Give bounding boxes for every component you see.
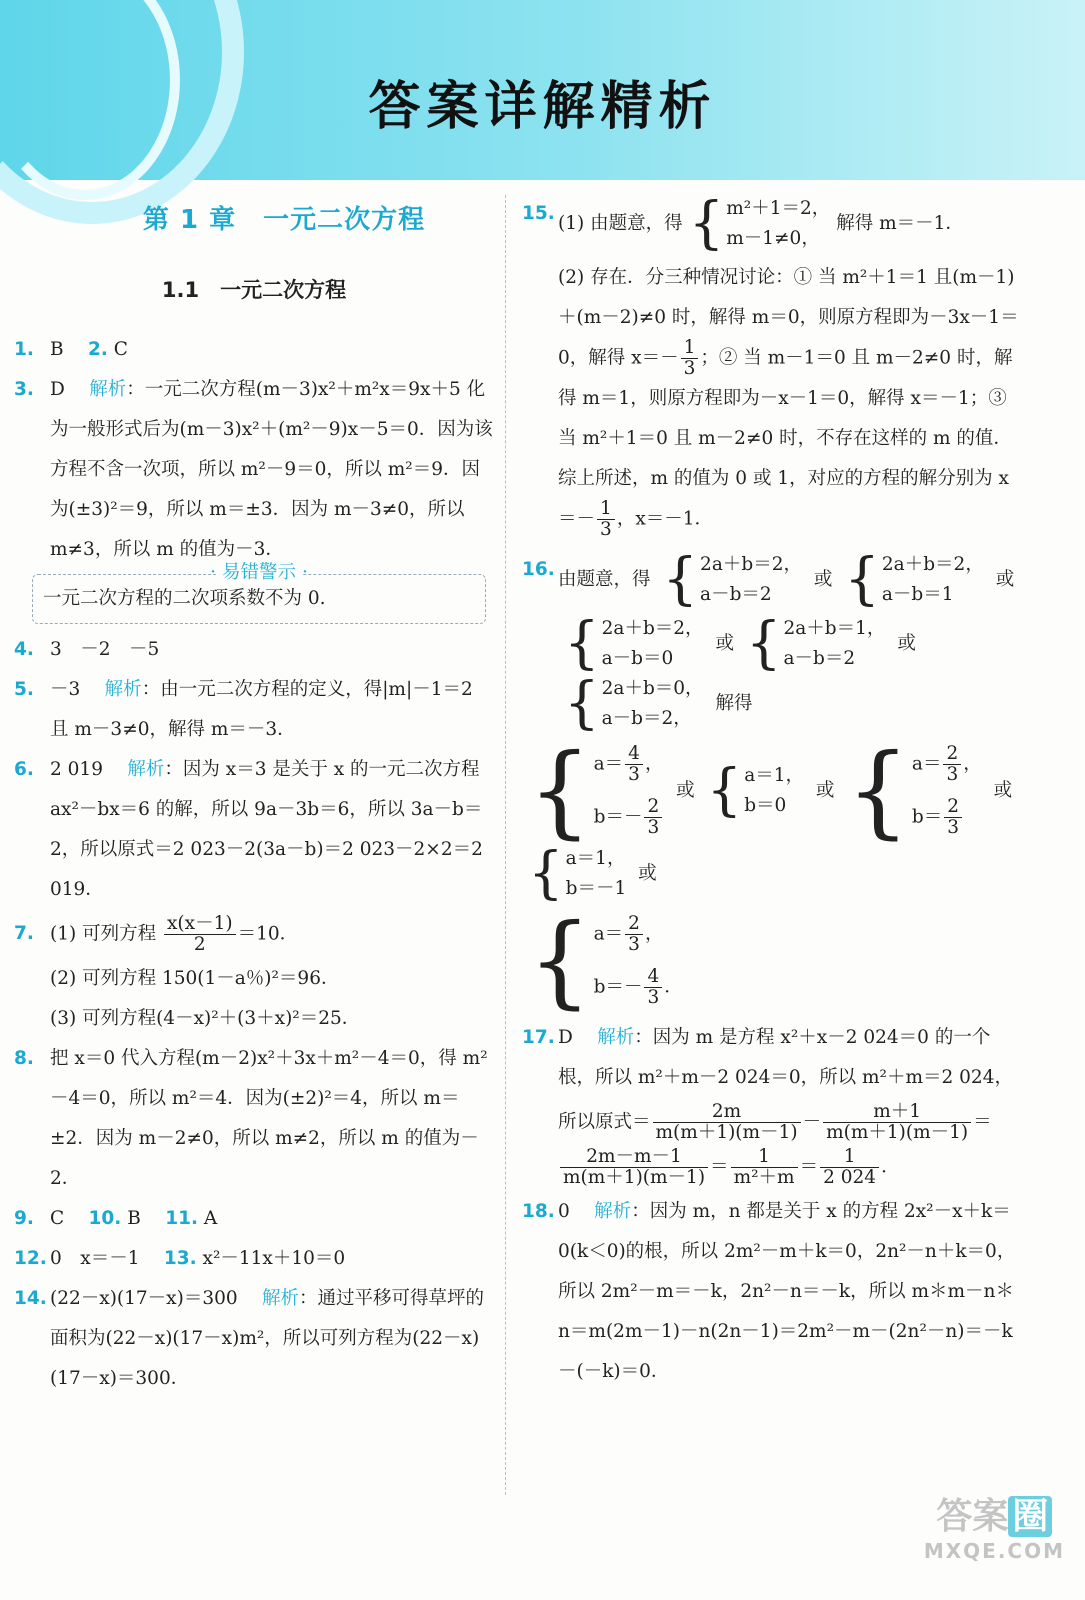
- equation-system: { 2a＋b＝2， a－b＝0: [564, 611, 704, 676]
- solution-system: { a＝ $\frac{4}{3}$ ， b＝－ $\frac{2}{3}$: [528, 732, 664, 849]
- right-column: [522, 190, 1022, 1392]
- question-14: 14. (22－x)(17－x)＝300 解析：通过平移可得草坪的面积为(22－x)(17－x)m²，所以可列方程为(22－x)(17－x)＝300．: [14, 1288, 485, 1389]
- page-title: 答案详解精析: [368, 77, 717, 137]
- section-title: 1.1 一元二次方程: [161, 278, 347, 302]
- analysis-label: 解析: [262, 1288, 300, 1309]
- question-1-2: [14, 330, 494, 370]
- analysis-text: ：因为 x＝3 是关于 x 的一元二次方程 ax²－bx＝6 的解，所以 9a－3b＝6，所以 3a－b＝2，所以原式＝2 023－2(3a－b)＝2 023－2×2＝2 019．: [50, 759, 483, 900]
- answer-text: 把 x＝0 代入方程(m－2)x²＋3x＋m²－4＝0，得 m²－4＝0，所以 m²＝4．因为(±2)²＝4，所以 m＝±2．因为 m－2≠0，所以 m≠2，所以 m 的值为－2．: [50, 1048, 488, 1189]
- question-5: 5. －3 解析：由一元二次方程的定义，得|m|－1＝2 且 m－3≠0，解得 m＝－3．: [14, 679, 473, 740]
- analysis-label: 解析: [127, 759, 165, 780]
- answer: (22－x)(17－x)＝300: [50, 1288, 238, 1309]
- question-15: 15. (1) 由题意，得 { m²＋1＝2， m－1≠0， 解得 m＝－1． (2) 存在．分三种情况讨论：① 当 m²＋1＝1 且(m－1)＋(m－2)≠0 时，解得 m＝0，则原方程即为－3x－1＝0，解得 x＝－ $\frac{1}{3}$ ；② 当 m－1＝0 且 m－2≠0 时，解得 m＝1，则原方程即为－x－1＝0，解得 x＝－1；③ 当 m²＋1＝0 且 m－2≠0 时，不存在这样的 m 的值．综上所述，m 的值为 0 或 1，对应的方程的解分别为 x＝－ $\frac{1}{3}$ ，x＝－1．: [522, 191, 1019, 540]
- answer: C: [113, 339, 128, 360]
- analysis-label: 解析: [597, 1027, 635, 1048]
- analysis-text: ：由一元二次方程的定义，得|m|－1＝2 且 m－3≠0，解得 m＝－3．: [50, 679, 473, 740]
- answer: B: [50, 339, 64, 360]
- question-number: 2.: [88, 339, 108, 360]
- fraction: $\frac{m+1}{m(m+1)(m-1)}$: [823, 1102, 971, 1143]
- analysis-text: ：一元二次方程(m－3)x²＋m²x＝9x＋5 化为一般形式后为(m－3)x²＋(m²－9)x－5＝0．因为该方程不含一次项，所以 m²－9＝0，所以 m²＝9．因为(±3)²＝9，所以 m＝±3．因为 m－3≠0，所以 m≠3，所以 m 的值为－3．: [50, 379, 493, 560]
- question-6: 6. 2 019 解析：因为 x＝3 是关于 x 的一元二次方程 ax²－bx＝6 的解，所以 9a－3b＝6，所以 3a－b＝2，所以原式＝2 023－2(3a－b)＝2 023－2×2＝2 019．: [14, 759, 483, 900]
- warning-title: · 易错警示 ·: [210, 562, 308, 583]
- question-12-13: 12. 0 x＝－1 13. x²－11x＋10＝0: [14, 1248, 346, 1269]
- question-17: 17. D 解析：因为 m 是方程 x²＋x－2 024＝0 的一个根，所以 m²＋m－2 024＝0，所以 m²＋m＝2 024， 所以原式＝ $\frac{2m}{m(m+1)(m-1)}$ － $\frac{m+1}{m(m+1)(m-1)}$ ＝ $\frac{2m-m-1}{m(m+1)(m-1)}$ ＝ $\frac{1}{\text{m²＋m}}$ ＝ $\frac{1}{2 024}$ ．: [522, 1027, 1013, 1188]
- analysis-text: ：通过平移可得草坪的面积为(22－x)(17－x)m²，所以可列方程为(22－x)(17－x)＝300．: [50, 1288, 485, 1389]
- question-4: 4. 3 －2 －5: [14, 639, 160, 660]
- solution-system: { a＝ $\frac{2}{3}$ ， b＝－ $\frac{4}{3}$ ．: [528, 902, 683, 1019]
- analysis-label: 解析: [104, 679, 142, 700]
- question-9-11: 9. C 10. B 11. A: [14, 1208, 218, 1229]
- fraction: $\frac{1}{2 024}$: [820, 1147, 879, 1188]
- equation-system: { 2a＋b＝2， a－b＝1: [844, 547, 984, 612]
- analysis-label: 解析: [89, 379, 127, 400]
- question-18: 18. 0 解析：因为 m，n 都是关于 x 的方程 2x²－x＋k＝0(k＜0)的根，所以 2m²－m＋k＝0，2n²－n＋k＝0，所以 2m²－m＝－k，2n²－n＝－k，所以 m＊m－n＊n＝m(2m－1)－n(2n－1)＝2m²－m－(2n²－n)＝－k－(－k)＝0．: [522, 1201, 1016, 1382]
- equation-system: { m²＋1＝2， m－1≠0，: [688, 191, 831, 256]
- column-divider: [505, 195, 506, 1495]
- question-16: 16. 由题意，得 { 2a＋b＝2， a－b＝2 或 { 2a＋b＝2， a－b＝1 或 { 2a＋b＝2， a－b＝0 或 { 2a＋b＝1， a－b＝2 或 { 2a＋b＝0， a－b＝2， 解得 { a＝ $\frac{4}{3}$ ， b＝－ $\frac{2}{3}$ 或 { a＝1， b＝0 或 { a＝ $\frac{2}{3}$ ， b＝ $\frac{2}{3}$ 或 { a＝1， b＝－1 或 { a＝ $\frac{2}{3}$ ， b＝－ $\frac{4}{3}$ ．: [522, 547, 1015, 1019]
- answer: 3 －2 －5: [50, 639, 160, 660]
- answer: －3: [50, 679, 81, 700]
- analysis-text: ：因为 m，n 都是关于 x 的方程 2x²－x＋k＝0(k＜0)的根，所以 2m²－m＋k＝0，2n²－n＋k＝0，所以 2m²－m＝－k，2n²－n＝－k，所以 m＊m－n＊n＝m(2m－1)－n(2n－1)＝2m²－m－(2n²－n)＝－k－(－k)＝0．: [558, 1201, 1016, 1382]
- sub-answer: (3) 可列方程(4－x)²＋(3＋x)²＝25．: [50, 1008, 361, 1029]
- fraction: $\frac{x(x-1)}{2}$: [164, 914, 236, 955]
- analysis-text: ：因为 m 是方程 x²＋x－2 024＝0 的一个根，所以 m²＋m－2 024＝0，所以 m²＋m＝2 024，: [558, 1027, 1013, 1088]
- question-number: 1.: [14, 339, 34, 360]
- solution-system: { a＝1， b＝0: [706, 758, 804, 823]
- question-number: 3.: [14, 379, 34, 400]
- equation-system: { 2a＋b＝1， a－b＝2: [745, 611, 886, 676]
- equation-system: { 2a＋b＝0， a－b＝2，: [564, 671, 704, 736]
- watermark: 答案 圈 MXQE.COM: [923, 1496, 1065, 1563]
- fraction: $\frac{1}{3}$: [597, 499, 615, 540]
- fraction: $\frac{1}{3}$: [681, 338, 699, 379]
- solution-system: { a＝1， b＝－1: [528, 841, 627, 906]
- answer: D: [50, 379, 65, 400]
- chapter-title: 第 1 章 一元二次方程: [142, 205, 426, 235]
- analysis-label: 解析: [594, 1201, 632, 1222]
- answer: 2 019: [50, 759, 103, 780]
- answer: 0: [558, 1201, 570, 1222]
- left-column: [14, 190, 494, 1399]
- question-8: 8. 把 x＝0 代入方程(m－2)x²＋3x＋m²－4＝0，得 m²－4＝0，所以 m²＝4．因为(±2)²＝4，所以 m＝±2．因为 m－2≠0，所以 m≠2，所以 m 的值为－2．: [14, 1048, 488, 1189]
- question-7: 7. (1) 可列方程 $\frac{x(x-1)}{2}$ ＝10． (2) 可列方程 150(1－a％)²＝96． (3) 可列方程(4－x)²＋(3＋x)²＝25．: [14, 914, 494, 1039]
- answer: D: [558, 1027, 573, 1048]
- warning-text: 一元二次方程的二次项系数不为 0.: [43, 588, 326, 609]
- equation-system: { 2a＋b＝2， a－b＝2: [662, 547, 802, 612]
- question-3: [14, 370, 494, 570]
- sub-answer: (2) 可列方程 150(1－a％)²＝96．: [50, 968, 340, 989]
- fraction: $\frac{1}{\text{m²＋m}}$: [731, 1147, 798, 1188]
- mistake-warning-box: [32, 562, 486, 624]
- fraction: $\frac{2m-m-1}{m(m+1)(m-1)}$: [560, 1147, 708, 1188]
- fraction: $\frac{2m}{m(m+1)(m-1)}$: [653, 1102, 801, 1143]
- solution-system: { a＝ $\frac{2}{3}$ ， b＝ $\frac{2}{3}$: [846, 732, 982, 849]
